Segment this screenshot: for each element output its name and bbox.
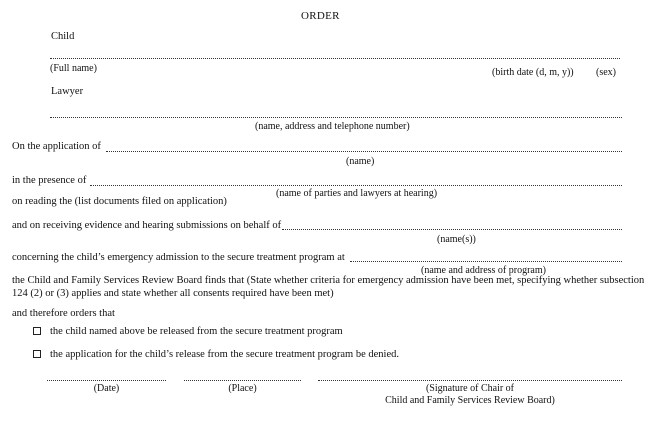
birth-date-caption: (birth date (d, m, y)) <box>492 67 574 78</box>
denied-option-label: the application for the child’s release from the secure treatment program be denied. <box>50 349 399 360</box>
release-checkbox[interactable] <box>33 327 41 335</box>
application-entry-line[interactable] <box>106 151 622 152</box>
full-name-caption: (Full name) <box>50 63 97 74</box>
signature-entry-line[interactable] <box>318 380 622 381</box>
presence-caption: (name of parties and lawyers at hearing) <box>276 188 438 199</box>
application-label: On the application of <box>12 141 101 152</box>
lawyer-caption: (name, address and telephone number) <box>255 121 410 132</box>
finds-line-2: 124 (2) or (3) applies and state whether all consents required have been met) <box>12 288 334 299</box>
date-entry-line[interactable] <box>47 380 166 381</box>
evidence-label: and on receiving evidence and hearing submissions on behalf of <box>12 220 282 231</box>
child-entry-line[interactable] <box>50 58 620 59</box>
form-title: ORDER <box>301 10 340 22</box>
release-option-label: the child named above be released from the secure treatment program <box>50 326 343 337</box>
sex-caption: (sex) <box>596 67 616 78</box>
reading-label: on reading the (list documents filed on application) <box>12 196 227 207</box>
lawyer-entry-line[interactable] <box>50 117 622 118</box>
place-caption: (Place) <box>228 383 257 394</box>
orders-label: and therefore orders that <box>12 308 115 319</box>
lawyer-label: Lawyer <box>51 86 84 97</box>
program-caption: (name and address of program) <box>421 265 546 276</box>
concerning-label: concerning the child’s emergency admission to the secure treatment program at <box>12 252 345 263</box>
evidence-entry-line[interactable] <box>282 229 622 230</box>
finds-line-1: the Child and Family Services Review Board finds that (State whether criteria for emergency admission have been met, specifying whether subsection <box>12 275 645 286</box>
place-entry-line[interactable] <box>184 380 301 381</box>
child-label: Child <box>51 31 75 42</box>
denied-checkbox[interactable] <box>33 350 41 358</box>
date-caption: (Date) <box>93 383 120 394</box>
signature-caption-line-1: (Signature of Chair of <box>425 383 515 394</box>
name-caption: (name) <box>346 156 375 167</box>
program-entry-line[interactable] <box>350 261 622 262</box>
names-caption: (name(s)) <box>437 234 476 245</box>
presence-label: in the presence of <box>12 175 87 186</box>
presence-entry-line[interactable] <box>90 185 622 186</box>
signature-caption-line-2: Child and Family Services Review Board) <box>385 395 555 406</box>
